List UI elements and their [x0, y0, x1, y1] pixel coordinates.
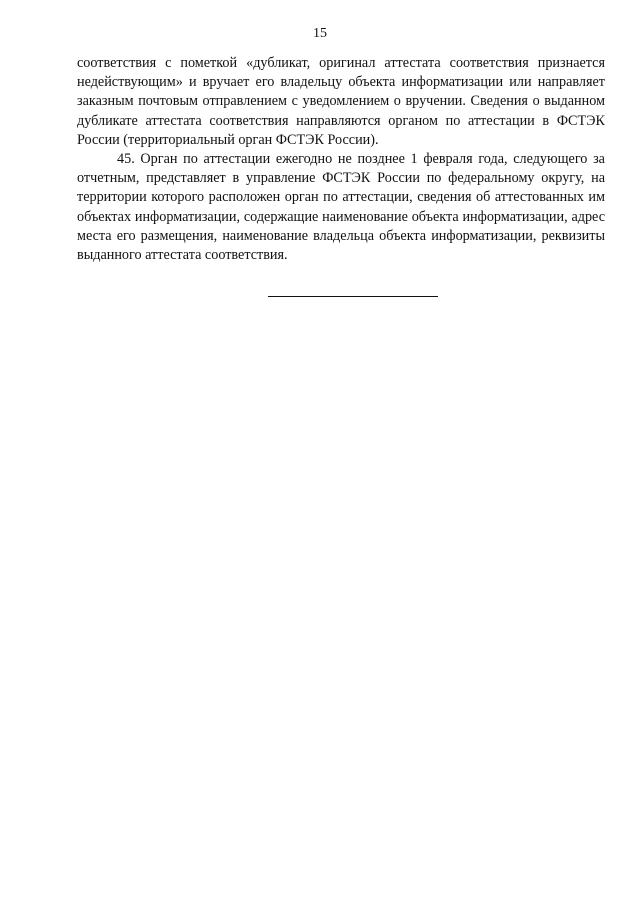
page-number: 15 [313, 26, 327, 41]
end-separator-line [268, 296, 438, 297]
paragraph-45: 45. Орган по аттестации ежегодно не позднее 1 февраля года, следующего за отчетным, представляет в управление ФСТЭК России по федеральному округу, на территории которого расположен орган по аттестации, сведения об аттестованных им объектах информатизации, содержащие наименование объекта информатизации, адрес места его размещения, наименование владельца объекта информатизации, реквизиты выданного аттестата соответствия. [77, 151, 605, 264]
document-body [77, 54, 605, 265]
paragraph-continuation: соответствия с пометкой «дубликат, оригинал аттестата соответствия признается недействующим» и вручает его владельцу объекта информатизации или направляет заказным почтовым отправлением с уведомлением о вручении. Сведения о выданном дубликате аттестата соответствия направляются органом по аттестации в ФСТЭК России (территориальный орган ФСТЭК России). [77, 55, 605, 148]
